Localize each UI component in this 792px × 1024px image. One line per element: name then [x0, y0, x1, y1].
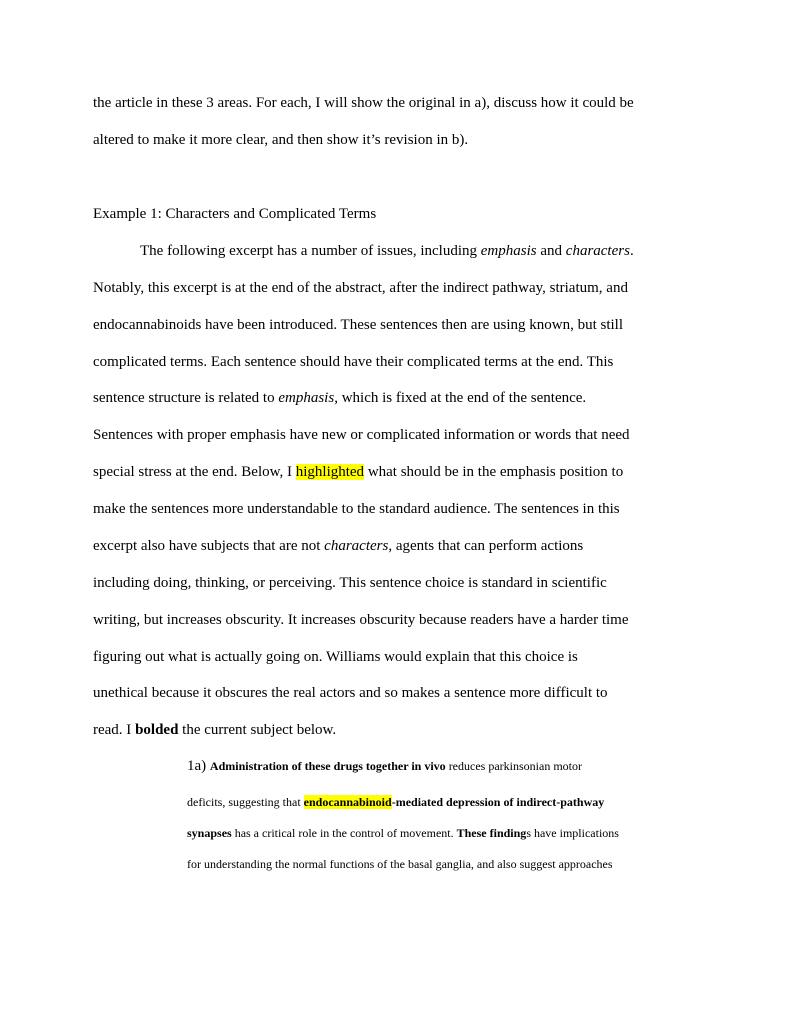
italic-term: emphasis	[480, 243, 537, 259]
text-run: the current subject below.	[178, 722, 337, 738]
text-run: read. I	[93, 722, 136, 738]
paragraph-line: including doing, thinking, or perceiving. This sentence choice is standard in scientific	[93, 575, 607, 591]
paragraph-line	[93, 721, 336, 739]
text-run: sentence structure is related to	[93, 390, 279, 406]
text-run: .	[629, 243, 634, 259]
text-run: s have implications	[526, 826, 619, 840]
paragraph-line: complicated terms. Each sentence should have their complicated terms at the end. This	[93, 354, 614, 370]
text-run: , agents that can perform actions	[388, 538, 584, 554]
quote-line	[187, 794, 604, 810]
text-run: The following excerpt has a number of issues, including	[140, 243, 481, 259]
example-heading: Example 1: Characters and Complicated Terms	[93, 206, 377, 222]
text-run: special stress at the end. Below, I	[93, 464, 296, 480]
intro-line-2: altered to make it more clear, and then show it’s revision in b).	[93, 132, 469, 148]
text-run: and	[536, 243, 566, 259]
quote-line	[187, 825, 619, 841]
bold-word: bolded	[135, 722, 179, 738]
italic-term: characters	[565, 243, 630, 259]
paragraph-line: figuring out what is actually going on. Williams would explain that this choice is	[93, 649, 578, 665]
paragraph-line	[93, 389, 586, 407]
bold-subject: synapses	[187, 826, 232, 840]
highlighted-bold-word: endocannabinoid	[303, 795, 392, 809]
bold-subject: Administration of these drugs together in vivo	[209, 759, 446, 773]
highlighted-word: highlighted	[295, 464, 365, 480]
paragraph-line: make the sentences more understandable to the standard audience. The sentences in this	[93, 501, 620, 517]
bold-subject: -mediated depression of indirect-pathway	[391, 795, 605, 809]
quote-label: 1a)	[187, 758, 210, 774]
paragraph-line: Notably, this excerpt is at the end of the abstract, after the indirect pathway, striatum, and	[93, 280, 628, 296]
paragraph-line: unethical because it obscures the real actors and so makes a sentence more difficult to	[93, 685, 608, 701]
italic-term: characters	[324, 538, 389, 554]
text-run: has a critical role in the control of movement.	[231, 826, 457, 840]
text-run: deficits, suggesting that	[187, 795, 304, 809]
text-run: excerpt also have subjects that are not	[93, 538, 325, 554]
paragraph-line: endocannabinoids have been introduced. These sentences then are using known, but still	[93, 317, 623, 333]
quote-line	[187, 758, 582, 774]
text-run: what should be in the emphasis position to	[364, 464, 624, 480]
bold-subject: These finding	[456, 826, 527, 840]
intro-line-1: the article in these 3 areas. For each, I will show the original in a), discuss how it could be	[93, 95, 634, 111]
paragraph-line: writing, but increases obscurity. It increases obscurity because readers have a harder time	[93, 612, 629, 628]
text-run: reduces parkinsonian motor	[445, 759, 582, 773]
paragraph-line	[93, 463, 623, 481]
quote-line: for understanding the normal functions of the basal ganglia, and also suggest approaches	[187, 857, 613, 871]
italic-term: emphasis	[278, 390, 335, 406]
paragraph-line: Sentences with proper emphasis have new or complicated information or words that need	[93, 427, 630, 443]
paragraph-line	[140, 242, 634, 260]
paragraph-line	[93, 537, 583, 555]
text-run: , which is fixed at the end of the sentence.	[334, 390, 587, 406]
